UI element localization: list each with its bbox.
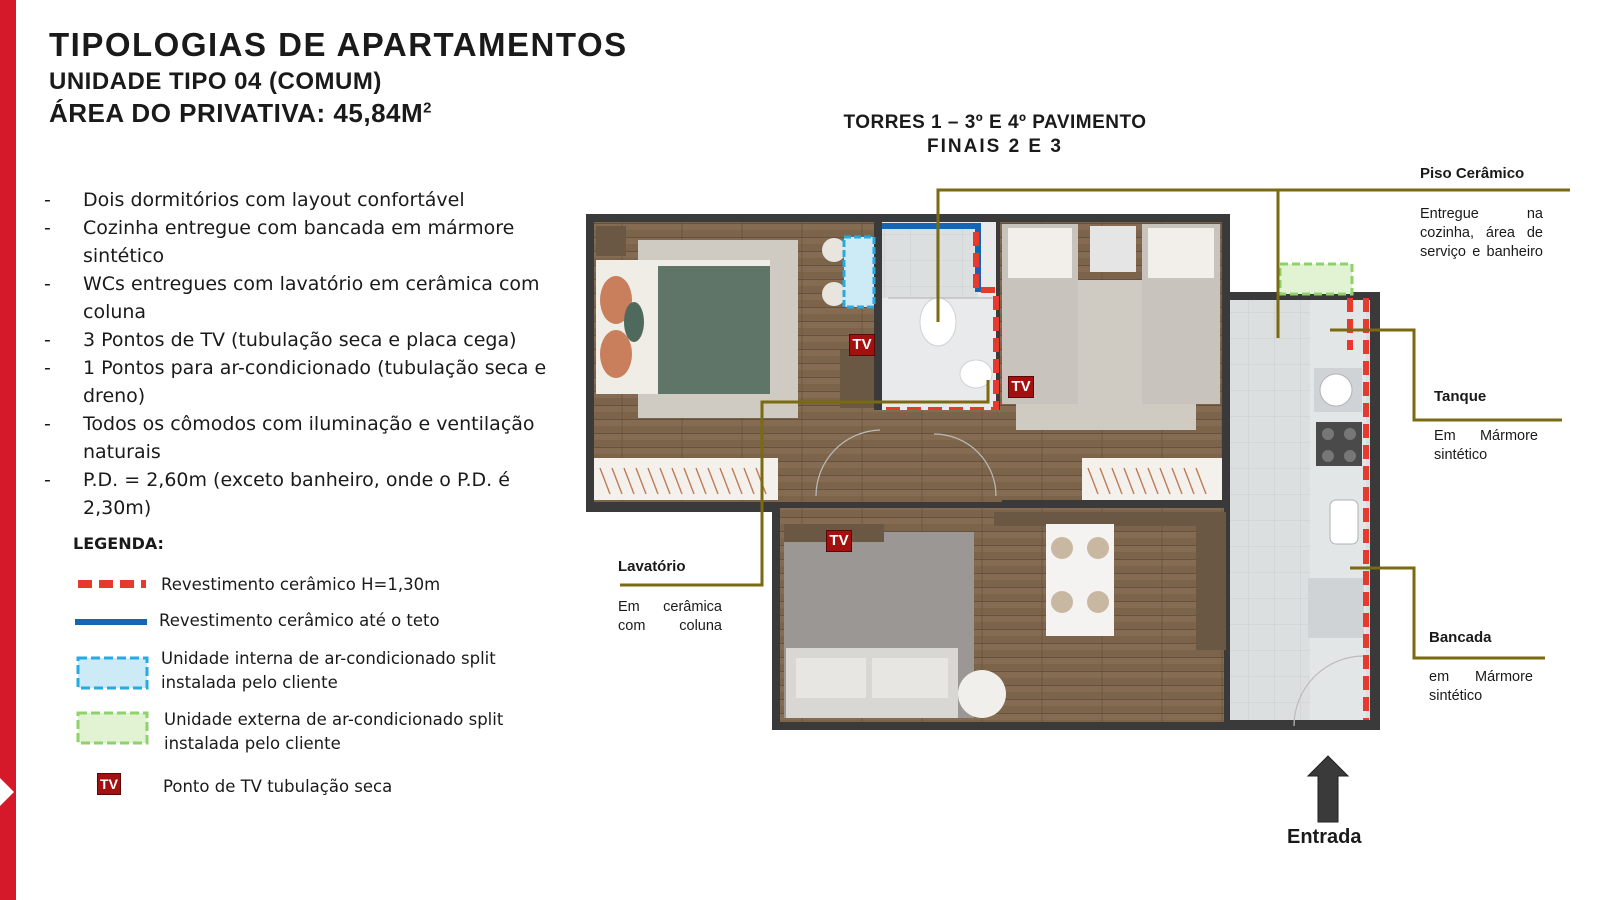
callout-lavatorio-title: Lavatório xyxy=(618,558,686,575)
private-area-value: ÁREA DO PRIVATIVA: 45,84M xyxy=(49,98,424,128)
cooktop xyxy=(1316,422,1362,466)
nightstand xyxy=(596,226,626,256)
callout-lavatorio-desc: Em cerâmica com coluna xyxy=(618,599,722,634)
bullet-dash: - xyxy=(44,469,51,491)
entrance-label: Entrada xyxy=(1287,826,1362,848)
bullet-dash: - xyxy=(44,217,51,239)
counter xyxy=(994,512,1226,526)
bed-blanket xyxy=(658,266,770,394)
side-table xyxy=(958,670,1006,718)
shower xyxy=(882,226,978,298)
feature-text: 1 Pontos para ar-condicionado (tubulação seca e dreno) xyxy=(83,357,547,407)
feature-text: Todos os cômodos com iluminação e ventilação naturais xyxy=(83,413,535,463)
callout-tanque-title: Tanque xyxy=(1434,388,1487,405)
hallway xyxy=(874,410,1002,502)
stool xyxy=(822,282,846,306)
stool xyxy=(822,238,846,262)
tv-point-bedroom-2: TV xyxy=(1008,376,1034,398)
feature-text: Cozinha entregue com bancada em mármore sintético xyxy=(83,217,515,267)
feature-text: WCs entregues com lavatório em cerâmica com coluna xyxy=(83,273,540,323)
tv-icon: TV xyxy=(97,773,121,795)
sink xyxy=(1330,500,1358,544)
bullet-dash: - xyxy=(44,273,51,295)
bullet-dash: - xyxy=(44,357,51,379)
callout-piso-title: Piso Cerâmico xyxy=(1420,165,1525,182)
ac-internal-unit xyxy=(844,237,874,307)
desk xyxy=(840,350,874,408)
legend-item-text: Revestimento cerâmico H=1,30m xyxy=(161,575,441,594)
callout-bancada-title: Bancada xyxy=(1429,629,1492,646)
tv-point-living: TV xyxy=(826,530,852,552)
legend-item-text: Ponto de TV tubulação seca xyxy=(163,777,393,796)
feature-text: P.D. = 2,60m (exceto banheiro, onde o P.D. é 2,30m) xyxy=(83,469,510,519)
area-unit-sup: 2 xyxy=(423,99,432,117)
legend-item-text: Revestimento cerâmico até o teto xyxy=(159,611,440,630)
sideboard xyxy=(1196,526,1226,650)
plan-title-line1: TORRES 1 – 3º E 4º PAVIMENTO xyxy=(843,112,1147,133)
bullet-dash: - xyxy=(44,413,51,435)
fridge xyxy=(1308,578,1364,638)
callout-piso-desc: Entregue na cozinha, área de serviço e banheiro xyxy=(1420,206,1543,260)
pillow xyxy=(624,302,644,342)
bullet-dash: - xyxy=(44,189,51,211)
entrance-arrow-icon xyxy=(1308,756,1348,822)
legend-title: LEGENDA: xyxy=(73,534,164,553)
callout-bancada-desc: em Mármore sintético xyxy=(1429,669,1533,704)
unit-type: UNIDADE TIPO 04 (COMUM) xyxy=(49,68,382,95)
ac-external-unit xyxy=(1280,264,1352,294)
pillow xyxy=(600,330,632,378)
bullet-dash: - xyxy=(44,329,51,351)
legend-item-text: Unidade externa de ar-condicionado split instalada pelo cliente xyxy=(164,710,504,753)
tv-point-bedroom-1: TV xyxy=(849,334,875,356)
feature-text: Dois dormitórios com layout confortável xyxy=(83,189,465,211)
feature-text: 3 Pontos de TV (tubulação seca e placa cega) xyxy=(83,329,517,351)
desk-2 xyxy=(1090,226,1136,272)
legend-item-text: Unidade interna de ar-condicionado split instalada pelo cliente xyxy=(161,649,496,692)
callout-tanque-desc: Em Mármore sintético xyxy=(1434,428,1538,463)
page-title: TIPOLOGIAS DE APARTAMENTOS xyxy=(49,26,628,63)
plan-title-line2: FINAIS 2 E 3 xyxy=(927,136,1063,157)
